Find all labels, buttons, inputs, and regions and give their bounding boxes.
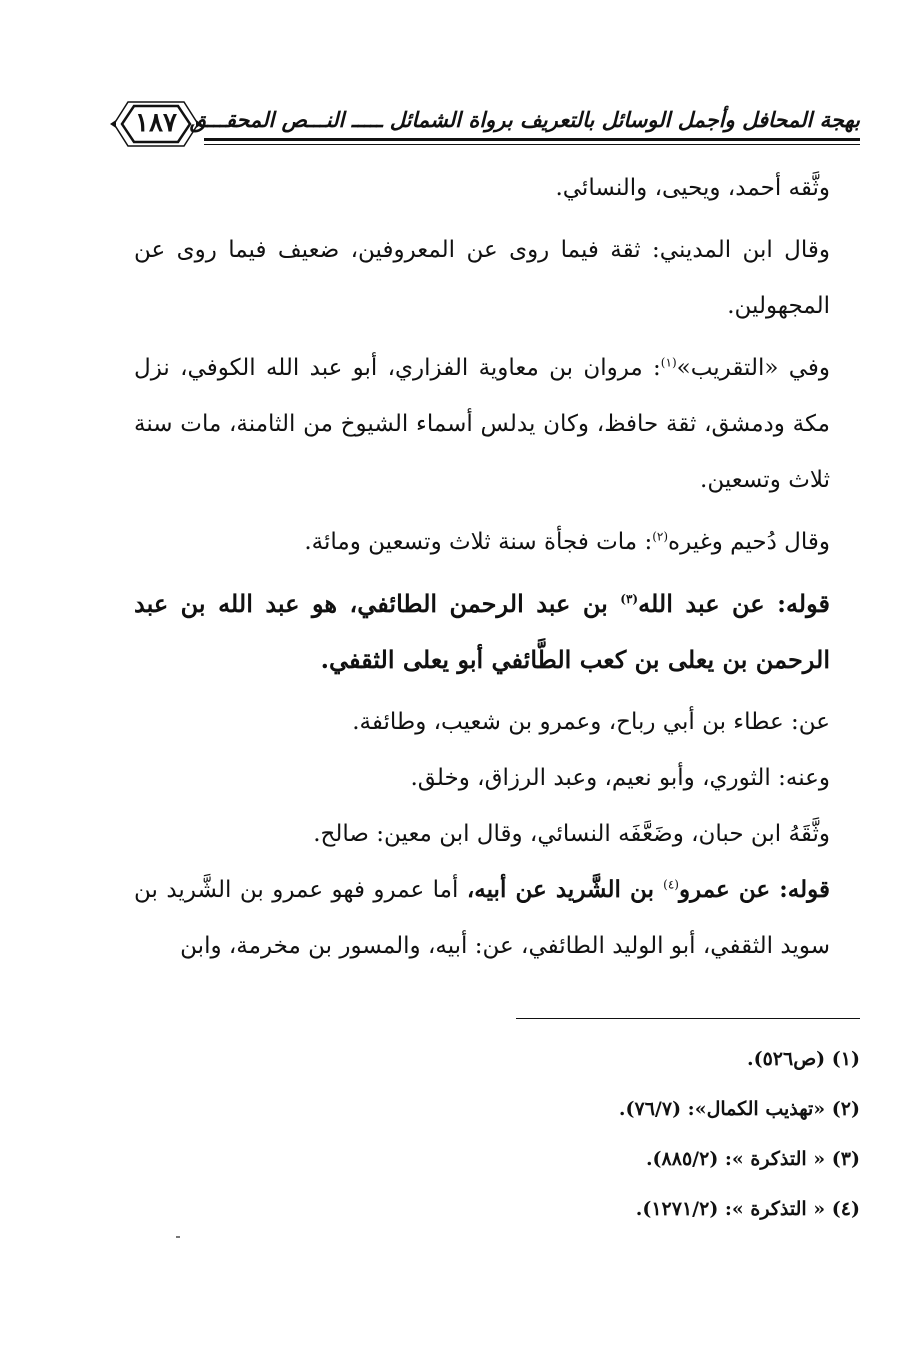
header-rule [204, 138, 860, 141]
header-rule-thin [204, 144, 860, 145]
footnote-ref[interactable]: (٢) [652, 529, 669, 544]
main-text [134, 160, 860, 974]
paragraph-text: بن عبد الرحمن الطائفي، هو عبد الله بن عبد الرحمن بن يعلى بن كعب الطَّائفي أبو يعلى الثقفي. [134, 589, 830, 674]
running-title: بهجة المحافل وأجمل الوسائل بالتعريف برواة الشمائل ـــــ النـــص المحقـــق [189, 107, 860, 132]
footnote-1: (١) (ص٥٢٦). [746, 1048, 860, 1070]
paragraph-1 [134, 160, 860, 216]
footnote-4: (٤) « التذكرة »: (١٢٧١/٢). [635, 1198, 860, 1220]
paragraph-text: وفي «التقريب» [676, 355, 830, 381]
paragraph-text: وعنه: الثوري، وأبو نعيم، وعبد الرزاق، وخلق. [410, 765, 830, 791]
paragraph-4 [134, 514, 860, 570]
footnotes [450, 1034, 860, 1234]
paragraph-lead: قوله: عن عمرو [678, 876, 830, 903]
paragraph-7 [134, 750, 860, 806]
paragraph-text: أما عمرو فهو عمرو بن الشَّريد بن سويد الثقفي، أبو الوليد الطائفي، عن: أبيه، والمسور بن مخرمة، وابن [134, 877, 830, 959]
paragraph-text: وقال دُحيم وغيره [668, 529, 830, 555]
paragraph-text: : مروان بن معاوية الفزاري، أبو عبد الله الكوفي، نزل مكة ودمشق، ثقة حافظ، وكان يدلس أسماء الشيوخ من الثامنة، مات سنة ثلاث وتسعين. [134, 355, 830, 493]
footnote-ref[interactable]: (٣) [620, 592, 639, 606]
paragraph-6 [134, 694, 860, 750]
paragraph-lead-continued: بن الشَّريد عن أبيه، [466, 876, 664, 903]
paragraph-text: وثَّقه أحمد، ويحيى، والنسائي. [555, 175, 830, 201]
footnote-3: (٣) « التذكرة »: (٨٨٥/٢). [645, 1148, 860, 1170]
paragraph-2 [134, 222, 860, 334]
running-header [108, 96, 860, 154]
scan-speck [176, 1236, 180, 1238]
paragraph-text: وثَّقَهُ ابن حبان، وضَعَّفَه النسائي، وقال ابن معين: صالح. [313, 821, 830, 847]
footnote-ref[interactable]: (١) [660, 355, 677, 370]
paragraph-text: وقال ابن المديني: ثقة فيما روى عن المعروفين، ضعيف فيما روى عن المجهولين. [134, 237, 830, 319]
footnote-2: (٢) «تهذيب الكمال»: (٧٦/٧). [618, 1098, 860, 1120]
paragraph-8 [134, 806, 860, 862]
paragraph-lead: قوله: عن عبد الله [638, 589, 830, 618]
paragraph-9 [134, 862, 860, 974]
paragraph-text: عن: عطاء بن أبي رباح، وعمرو بن شعيب، وطائفة. [352, 709, 830, 735]
paragraph-3 [134, 340, 860, 508]
page-number: ١٨٧ [135, 108, 177, 138]
footnote-separator [516, 1018, 860, 1019]
paragraph-text: : مات فجأة سنة ثلاث وتسعين ومائة. [304, 529, 653, 555]
paragraph-5 [134, 576, 860, 688]
footnote-ref[interactable]: (٤) [663, 877, 679, 892]
